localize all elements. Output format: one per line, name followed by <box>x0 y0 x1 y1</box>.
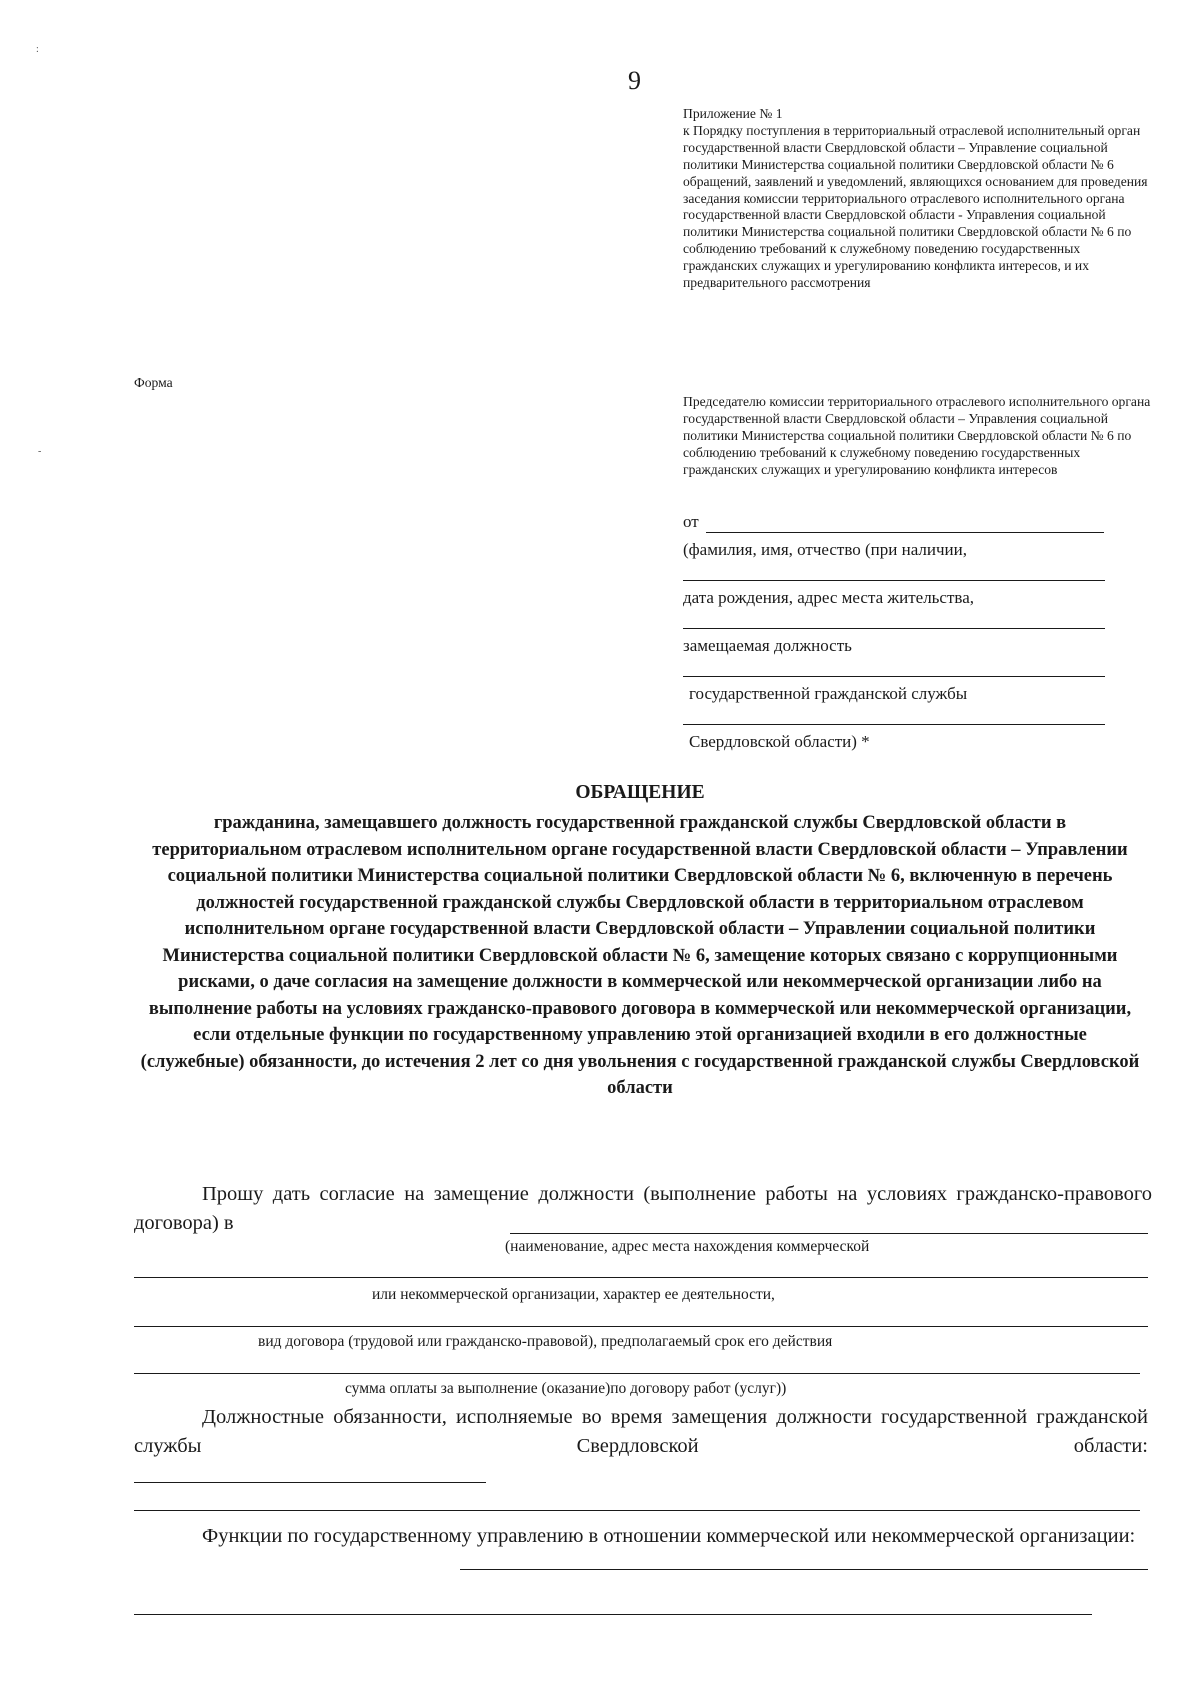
applicant-hint-4: государственной гражданской службы <box>689 684 968 703</box>
functions-field-line-2[interactable] <box>134 1614 1092 1615</box>
scan-mark: - <box>38 446 42 457</box>
organization-caption-2: или некоммерческой организации, характер ее деятельности, <box>372 1286 775 1303</box>
appendix-block <box>683 106 1153 292</box>
organization-caption-4: сумма оплаты за выполнение (оказание)по договору работ (услуг)) <box>345 1380 787 1397</box>
duties-paragraph: Должностные обязанности, исполняемые во время замещения должности государственной гражданской службы Свердловской области: <box>134 1406 1148 1457</box>
addressee-block: Председателю комиссии территориального отраслевого исполнительного органа государственной власти Свердловской области – Управления социальной политики Министерства социальной политики Свердловской области № 6 по соблюдению требований к служебному поведению государственных гражданских служащих и урегулированию конфликта интересов <box>683 394 1151 477</box>
appendix-text: к Порядку поступления в территориальный отраслевой исполнительный орган государственной власти Свердловской области – Управление социальной политики Министерства социальной политики Свердловской области № 6 обращений, заявлений и уведомлений, являющихся основанием для проведения заседания комиссии территориального отраслевого исполнительного органа государственной власти Свердловской области - Управления социальной политики Министерства социальной политики Свердловской области № 6 по соблюдению требований к служебному поведению государственных гражданских служащих и урегулированию конфликта интересов, и их предварительного рассмотрения <box>683 122 1148 291</box>
duties-field-line-2[interactable] <box>134 1510 1140 1511</box>
applicant-field-line-2[interactable] <box>683 628 1105 629</box>
organization-caption-3: вид договора (трудовой или гражданско-правовой), предполагаемый срок его действия <box>258 1333 833 1350</box>
scan-mark: : <box>36 44 39 55</box>
heading-body: гражданина, замещавшего должность государственной гражданской службы Свердловской области в территориальном отраслевом исполнительном органе государственной власти Свердловской области – Управлении социальной политики Министерства социальной политики Свердловской области № 6, включенную в перечень должностей государственной гражданской службы Свердловской области в территориальном отраслевом исполнительном органе государственной власти Свердловской области – Управлении социальной политики Министерства социальной политики Свердловской области № 6, замещение которых связано с коррупционными рисками, о даче согласия на замещение должности в коммерческой или некоммерческой организации либо на выполнение работы на условиях гражданско-правового договора в коммерческой или некоммерческой организации, если отдельные функции по государственному управлению этой организацией входили в его должностные (служебные) обязанности, до истечения 2 лет со дня увольнения с государственной гражданской службы Свердловской области <box>140 813 1140 1098</box>
form-label: Форма <box>134 375 173 390</box>
from-field-line[interactable] <box>706 532 1104 533</box>
page-number: 9 <box>628 66 641 95</box>
organization-field-line-1[interactable] <box>510 1233 1148 1234</box>
applicant-hint-3: замещаемая должность <box>683 636 852 655</box>
functions-paragraph: Функции по государственному управлению в отношении коммерческой или некоммерческой организации: <box>202 1525 1136 1547</box>
organization-field-line-2[interactable] <box>134 1277 1148 1278</box>
applicant-field-line-1[interactable] <box>683 580 1105 581</box>
functions-field-line-1[interactable] <box>460 1569 1148 1570</box>
heading-title: ОБРАЩЕНИЕ <box>575 782 705 803</box>
appendix-title: Приложение № 1 <box>683 106 783 121</box>
applicant-field-line-4[interactable] <box>683 724 1105 725</box>
organization-field-line-3[interactable] <box>134 1326 1148 1327</box>
from-label: от <box>683 512 699 531</box>
applicant-hint-2: дата рождения, адрес места жительства, <box>683 588 975 607</box>
applicant-hint-1: (фамилия, имя, отчество (при наличии, <box>683 540 967 559</box>
document-heading <box>140 780 1140 1102</box>
applicant-field-line-3[interactable] <box>683 676 1105 677</box>
duties-field-line-1[interactable] <box>134 1482 486 1483</box>
applicant-hint-5: Свердловской области) * <box>689 732 870 751</box>
organization-field-line-4[interactable] <box>134 1373 1140 1374</box>
request-paragraph: Прошу дать согласие на замещение должности (выполнение работы на условиях гражданско-правового договора) в <box>134 1183 1152 1234</box>
organization-caption-1: (наименование, адрес места нахождения коммерческой <box>505 1238 870 1255</box>
